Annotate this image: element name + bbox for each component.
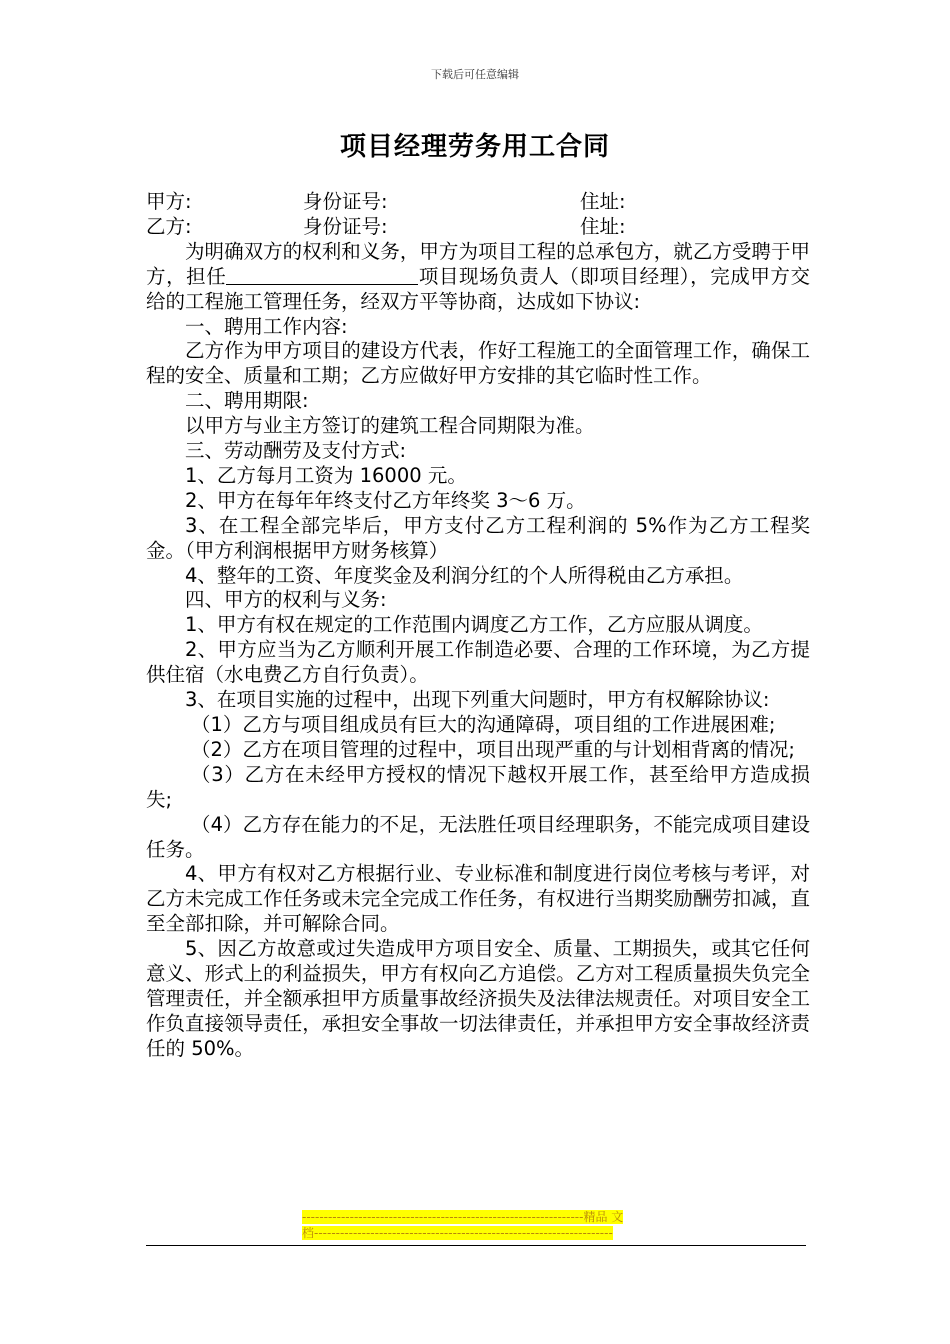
- section-4-item-4: 4、甲方有权对乙方根据行业、专业标准和制度进行岗位考核与考评，对乙方未完成工作任务或未完全完成工作任务，有权进行当期奖励酬劳扣减，直至全部扣除，并可解除合同。: [146, 862, 810, 936]
- position-blank: [226, 266, 418, 285]
- section-4-item-3-sub-3: （3）乙方在未经甲方授权的情况下越权开展工作，甚至给甲方造成损失;: [146, 762, 810, 811]
- section-2-text: 以甲方与业主方签订的建筑工程合同期限为准。: [185, 414, 595, 438]
- intro-before-blank: 为明确双方的权利和义务，甲方为项目工程的总承包方，就乙方受聘于甲方，担任: [146, 239, 810, 288]
- section-4-heading: 四、甲方的权利与义务:: [185, 588, 387, 612]
- party-a-label: 甲方:: [146, 190, 192, 213]
- section-3-heading: 三、劳动酬劳及支付方式:: [185, 439, 407, 463]
- footer-watermark: [302, 1209, 652, 1241]
- footer-line-1: -----------------------------------------------------------------精品 文: [302, 1210, 624, 1224]
- section-4-item-3: 3、在项目实施的过程中，出现下列重大问题时，甲方有权解除协议:: [185, 688, 770, 712]
- header-note: 下载后可任意编辑: [431, 68, 519, 81]
- section-3-item-4: 4、整年的工资、年度奖金及利润分红的个人所得税由乙方承担。: [185, 563, 744, 587]
- section-1-heading: 一、聘用工作内容:: [185, 314, 348, 338]
- section-1-text: 乙方作为甲方项目的建设方代表，作好工程施工的全面管理工作，确保工程的安全、质量和工期；乙方应做好甲方安排的其它临时性工作。: [146, 339, 810, 388]
- section-3-item-2: 2、甲方在每年年终支付乙方年终奖 3～6 万。: [185, 488, 586, 512]
- intro-paragraph: [146, 240, 810, 315]
- section-2-heading: 二、聘用期限:: [185, 389, 309, 413]
- section-4-item-2: 2、甲方应当为乙方顺利开展工作制造必要、合理的工作环境，为乙方提供住宿（水电费乙方自行负责）。: [146, 638, 810, 687]
- section-3-item-1: 1、乙方每月工资为 16000 元。: [185, 463, 467, 487]
- party-b-label: 乙方:: [146, 214, 192, 238]
- party-a-row: [146, 190, 810, 215]
- intro-after-blank: 项目现场负责人（即项目经理），完成甲方交给的工程施工管理任务，经双方平等协商，达成如下协议:: [146, 264, 810, 313]
- section-4-item-5: 5、因乙方故意或过失造成甲方项目安全、质量、工期损失，或其它任何意义、形式上的利益损失，甲方有权向乙方追偿。乙方对工程质量损失负完全管理责任，并全额承担甲方质量事故经济损失及法律法规责任。对项目安全工作负直接领导责任，承担安全事故一切法律责任，并承担甲方安全事故经济责任的 50%。: [146, 937, 810, 1060]
- party-b-address-label: 住址:: [580, 214, 626, 238]
- section-3-item-3: 3、在工程全部完毕后，甲方支付乙方工程利润的 5%作为乙方工程奖金。（甲方利润根据甲方财务核算）: [146, 513, 810, 562]
- party-a-id-label: 身份证号:: [303, 190, 388, 213]
- section-4-item-3-sub-1: （1）乙方与项目组成员有巨大的沟通障碍，项目组的工作进展困难;: [191, 713, 776, 736]
- contract-body: [146, 190, 810, 1062]
- party-a-address-label: 住址:: [580, 190, 626, 213]
- footer-divider: [146, 1245, 806, 1246]
- section-4-item-3-sub-4: （4）乙方存在能力的不足，无法胜任项目经理职务，不能完成项目建设任务。: [146, 812, 810, 861]
- section-4-item-3-sub-2: （2）乙方在项目管理的过程中，项目出现严重的与计划相背离的情况;: [191, 737, 795, 761]
- party-b-id-label: 身份证号:: [303, 214, 388, 238]
- section-4-item-1: 1、甲方有权在规定的工作范围内调度乙方工作，乙方应服从调度。: [185, 613, 763, 637]
- footer-line-2: 档---------------------------------------------------------------------: [302, 1226, 613, 1240]
- party-b-row: [146, 215, 810, 240]
- page-title: 项目经理劳务用工合同: [339, 132, 610, 162]
